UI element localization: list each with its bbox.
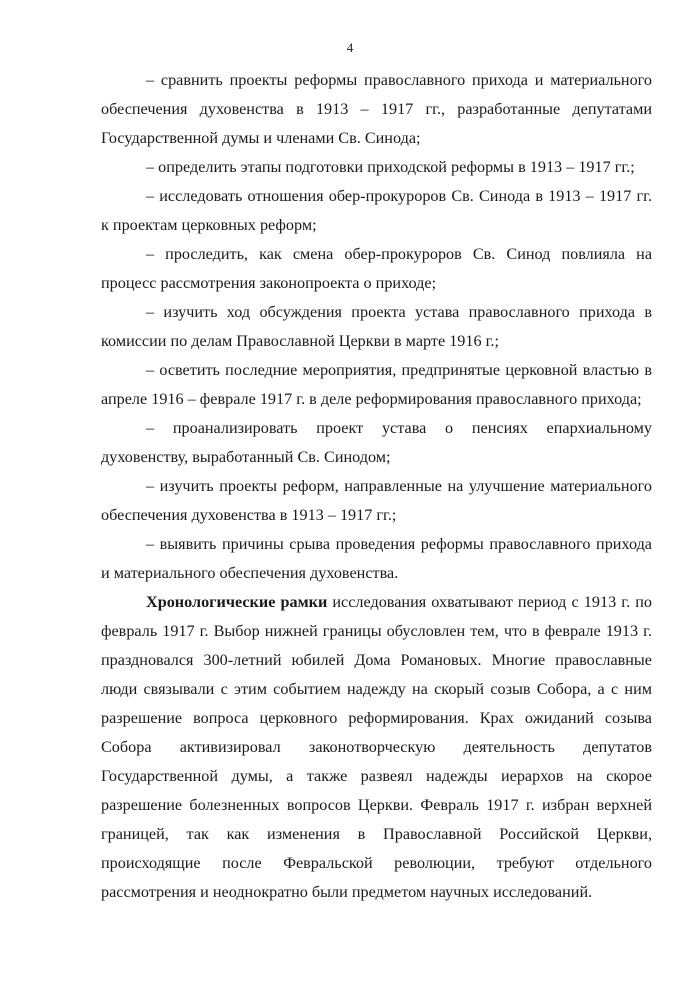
list-item: – исследовать отношения обер-прокуроров Св. Синода в 1913 – 1917 гг. к проектам церковных реформ; (101, 187, 652, 234)
list-item: – осветить последние мероприятия, предпринятые церковной властью в апреле 1916 – феврале 1917 г. в деле реформирования православного прихода; (101, 361, 652, 408)
chronology-paragraph (101, 588, 652, 907)
list-item: – выявить причины срыва проведения реформы православного прихода и материального обеспечения духовенства. (101, 535, 652, 582)
list-item: – определить этапы подготовки приходской реформы в 1913 – 1917 гг.; (146, 158, 635, 176)
list-item: – проследить, как смена обер-прокуроров Св. Синод повлияла на процесс рассмотрения законопроекта о приходе; (101, 245, 652, 292)
list-item: – сравнить проекты реформы православного прихода и материального обеспечения духовенства в 1913 – 1917 гг., разработанные депутатами Государственной думы и членами Св. Синода; (101, 71, 652, 147)
list-item: – изучить проекты реформ, направленные на улучшение материального обеспечения духовенства в 1913 – 1917 гг.; (101, 477, 652, 524)
list-item: – проанализировать проект устава о пенсиях епархиальному духовенству, выработанный Св. Синодом; (101, 419, 652, 466)
document-body (101, 66, 652, 907)
list-item: – изучить ход обсуждения проекта устава православного прихода в комиссии по делам Православной Церкви в марте 1916 г.; (101, 303, 652, 350)
page-number: 4 (346, 40, 354, 55)
chronology-text: исследования охватывают период с 1913 г. по февраль 1917 г. Выбор нижней границы обусловлен тем, что в феврале 1913 г. праздновался 300-летний юбилей Дома Романовых. Многие православные люди связывали с этим событием надежду на скорый созыв Собора, а с ним разрешение вопроса церковного реформирования. Крах ожиданий созыва Собора активизировал законотворческую деятельность депутатов Государственной думы, а также развеял надежды иерархов на скорое разрешение болезненных вопросов Церкви. Февраль 1917 г. избран верхней границей, так как изменения в Православной Российской Церкви, происходящие после Февральской революции, требуют отдельного рассмотрения и неоднократно были предметом научных исследований. (101, 593, 652, 901)
chronology-term: Хронологические рамки (146, 593, 328, 611)
